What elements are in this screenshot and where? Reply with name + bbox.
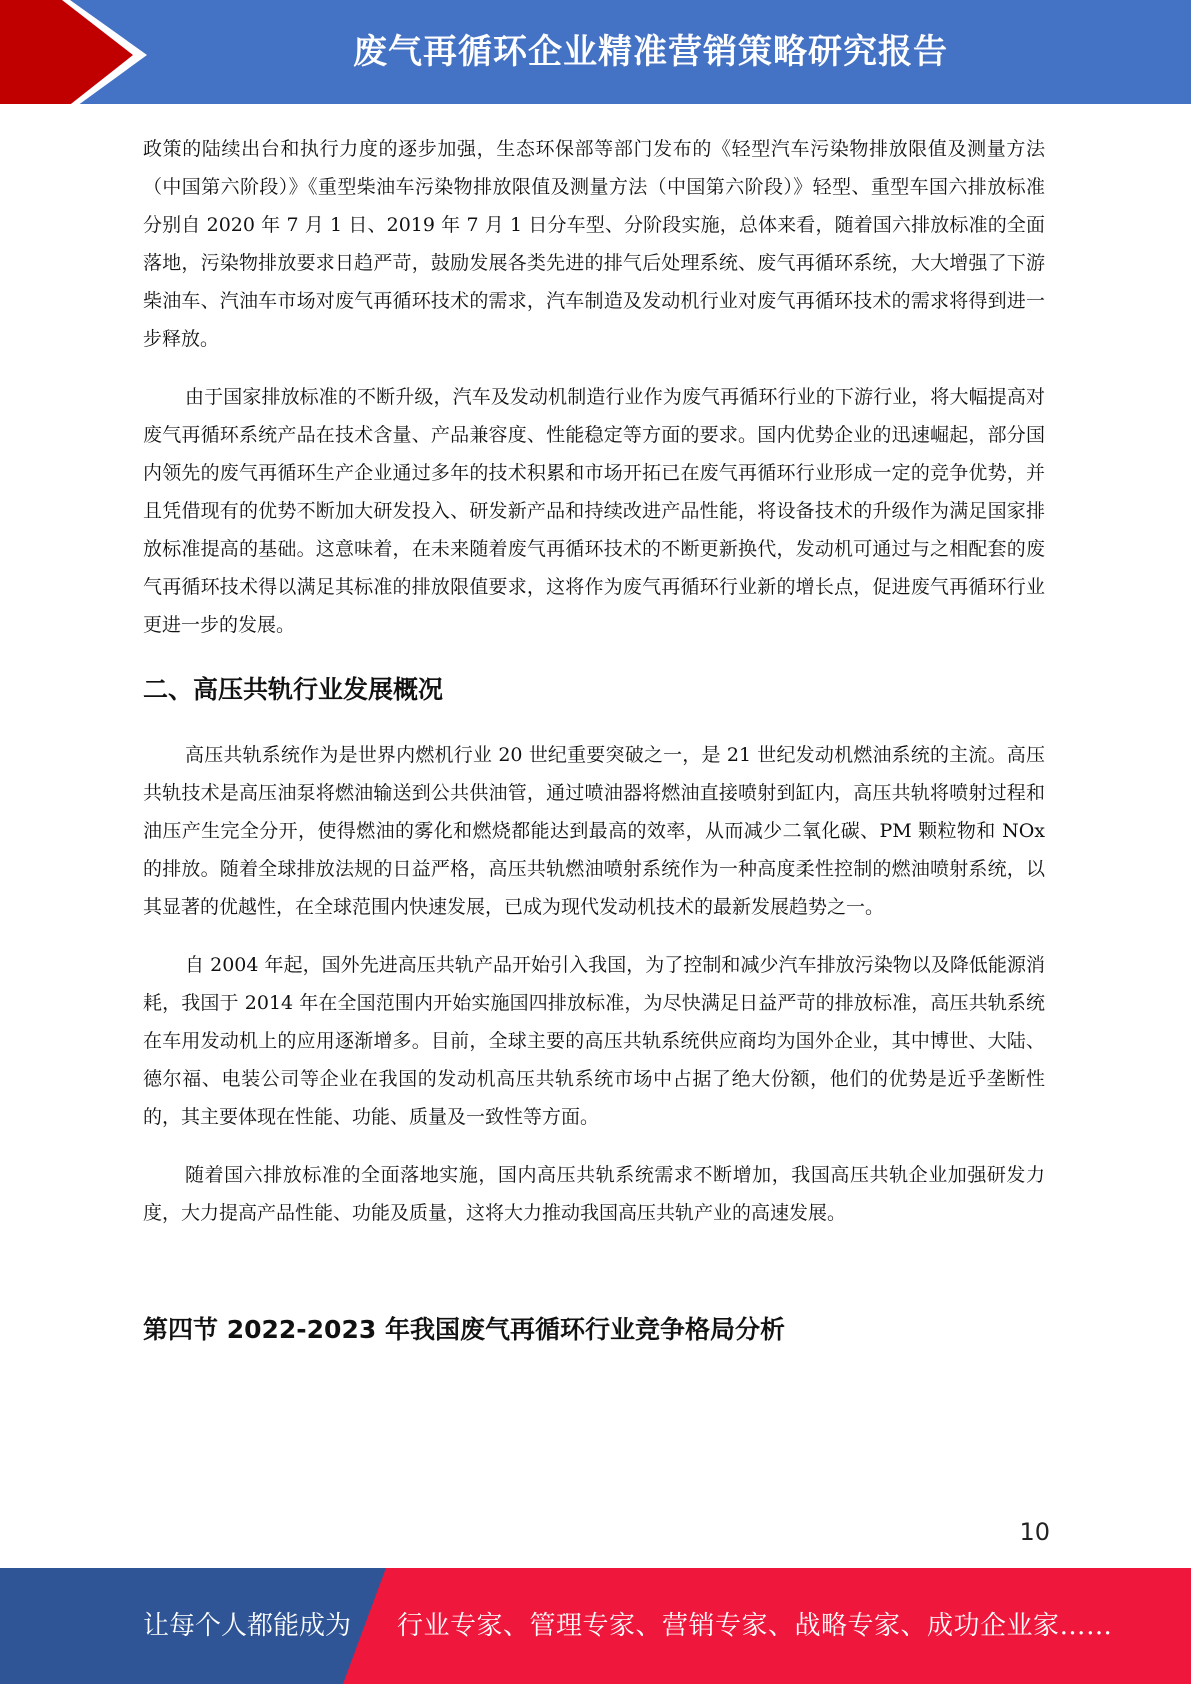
section-heading: 二、高压共轨行业发展概况 — [143, 675, 444, 704]
footer-slogan-left: 让每个人都能成为 — [143, 1611, 352, 1641]
footer-slogan-right: 行业专家、管理专家、营销专家、战略专家、成功企业家…… — [397, 1611, 1113, 1641]
page-body — [143, 130, 1045, 1346]
body-paragraph: 高压共轨系统作为是世界内燃机行业 20 世纪重要突破之一，是 21 世纪发动机燃油系统的主流。高压共轨技术是高压油泵将燃油输送到公共供油管，通过喷油器将燃油直接喷射到缸内，高压共轨将喷射过程和油压产生完全分开，使得燃油的雾化和燃烧都能达到最高的效率，从而减少二氧化碳、PM 颗粒物和 NOx 的排放。随着全球排放法规的日益严格，高压共轨燃油喷射系统作为一种高度柔性控制的燃油喷射系统，以其显著的优越性，在全球范围内快速发展，已成为现代发动机技术的最新发展趋势之一。 — [143, 744, 1045, 918]
body-paragraph: 自 2004 年起，国外先进高压共轨产品开始引入我国，为了控制和减少汽车排放污染物以及降低能源消耗，我国于 2014 年在全国范围内开始实施国四排放标准，为尽快满足日益严苛的排放标准，高压共轨系统在车用发动机上的应用逐渐增多。目前，全球主要的高压共轨系统供应商均为国外企业，其中博世、大陆、德尔福、电装公司等企业在我国的发动机高压共轨系统市场中占据了绝大份额，他们的优势是近乎垄断性的，其主要体现在性能、功能、质量及一致性等方面。 — [143, 954, 1045, 1128]
body-paragraph: 政策的陆续出台和执行力度的逐步加强，生态环保部等部门发布的《轻型汽车污染物排放限值及测量方法（中国第六阶段）》《重型柴油车污染物排放限值及测量方法（中国第六阶段）》轻型、重型车国六排放标准分别自 2020 年 7 月 1 日、2019 年 7 月 1 日分车型、分阶段实施，总体来看，随着国六排放标准的全面落地，污染物排放要求日趋严苛，鼓励发展各类先进的排气后处理系统、废气再循环系统，大大增强了下游柴油车、汽油车市场对废气再循环技术的需求，汽车制造及发动机行业对废气再循环技术的需求将得到进一步释放。 — [143, 138, 1045, 350]
page-header — [0, 0, 1191, 111]
page-number: 10 — [1019, 1518, 1050, 1546]
body-paragraph: 由于国家排放标准的不断升级，汽车及发动机制造行业作为废气再循环行业的下游行业，将大幅提高对废气再循环系统产品在技术含量、产品兼容度、性能稳定等方面的要求。国内优势企业的迅速崛起，部分国内领先的废气再循环生产企业通过多年的技术积累和市场开拓已在废气再循环行业形成一定的竞争优势，并且凭借现有的优势不断加大研发投入、研发新产品和持续改进产品性能，将设备技术的升级作为满足国家排放标准提高的基础。这意味着，在未来随着废气再循环技术的不断更新换代，发动机可通过与之相配套的废气再循环技术得以满足其标准的排放限值要求，这将作为废气再循环行业新的增长点，促进废气再循环行业更进一步的发展。 — [143, 386, 1045, 636]
report-title: 废气再循环企业精准营销策略研究报告 — [353, 32, 948, 72]
chapter-heading: 第四节 2022-2023 年我国废气再循环行业竞争格局分析 — [143, 1315, 785, 1344]
page-footer — [0, 1568, 1191, 1684]
body-paragraph: 随着国六排放标准的全面落地实施，国内高压共轨系统需求不断增加，我国高压共轨企业加强研发力度，大力提高产品性能、功能及质量，这将大力推动我国高压共轨产业的高速发展。 — [143, 1164, 1045, 1224]
